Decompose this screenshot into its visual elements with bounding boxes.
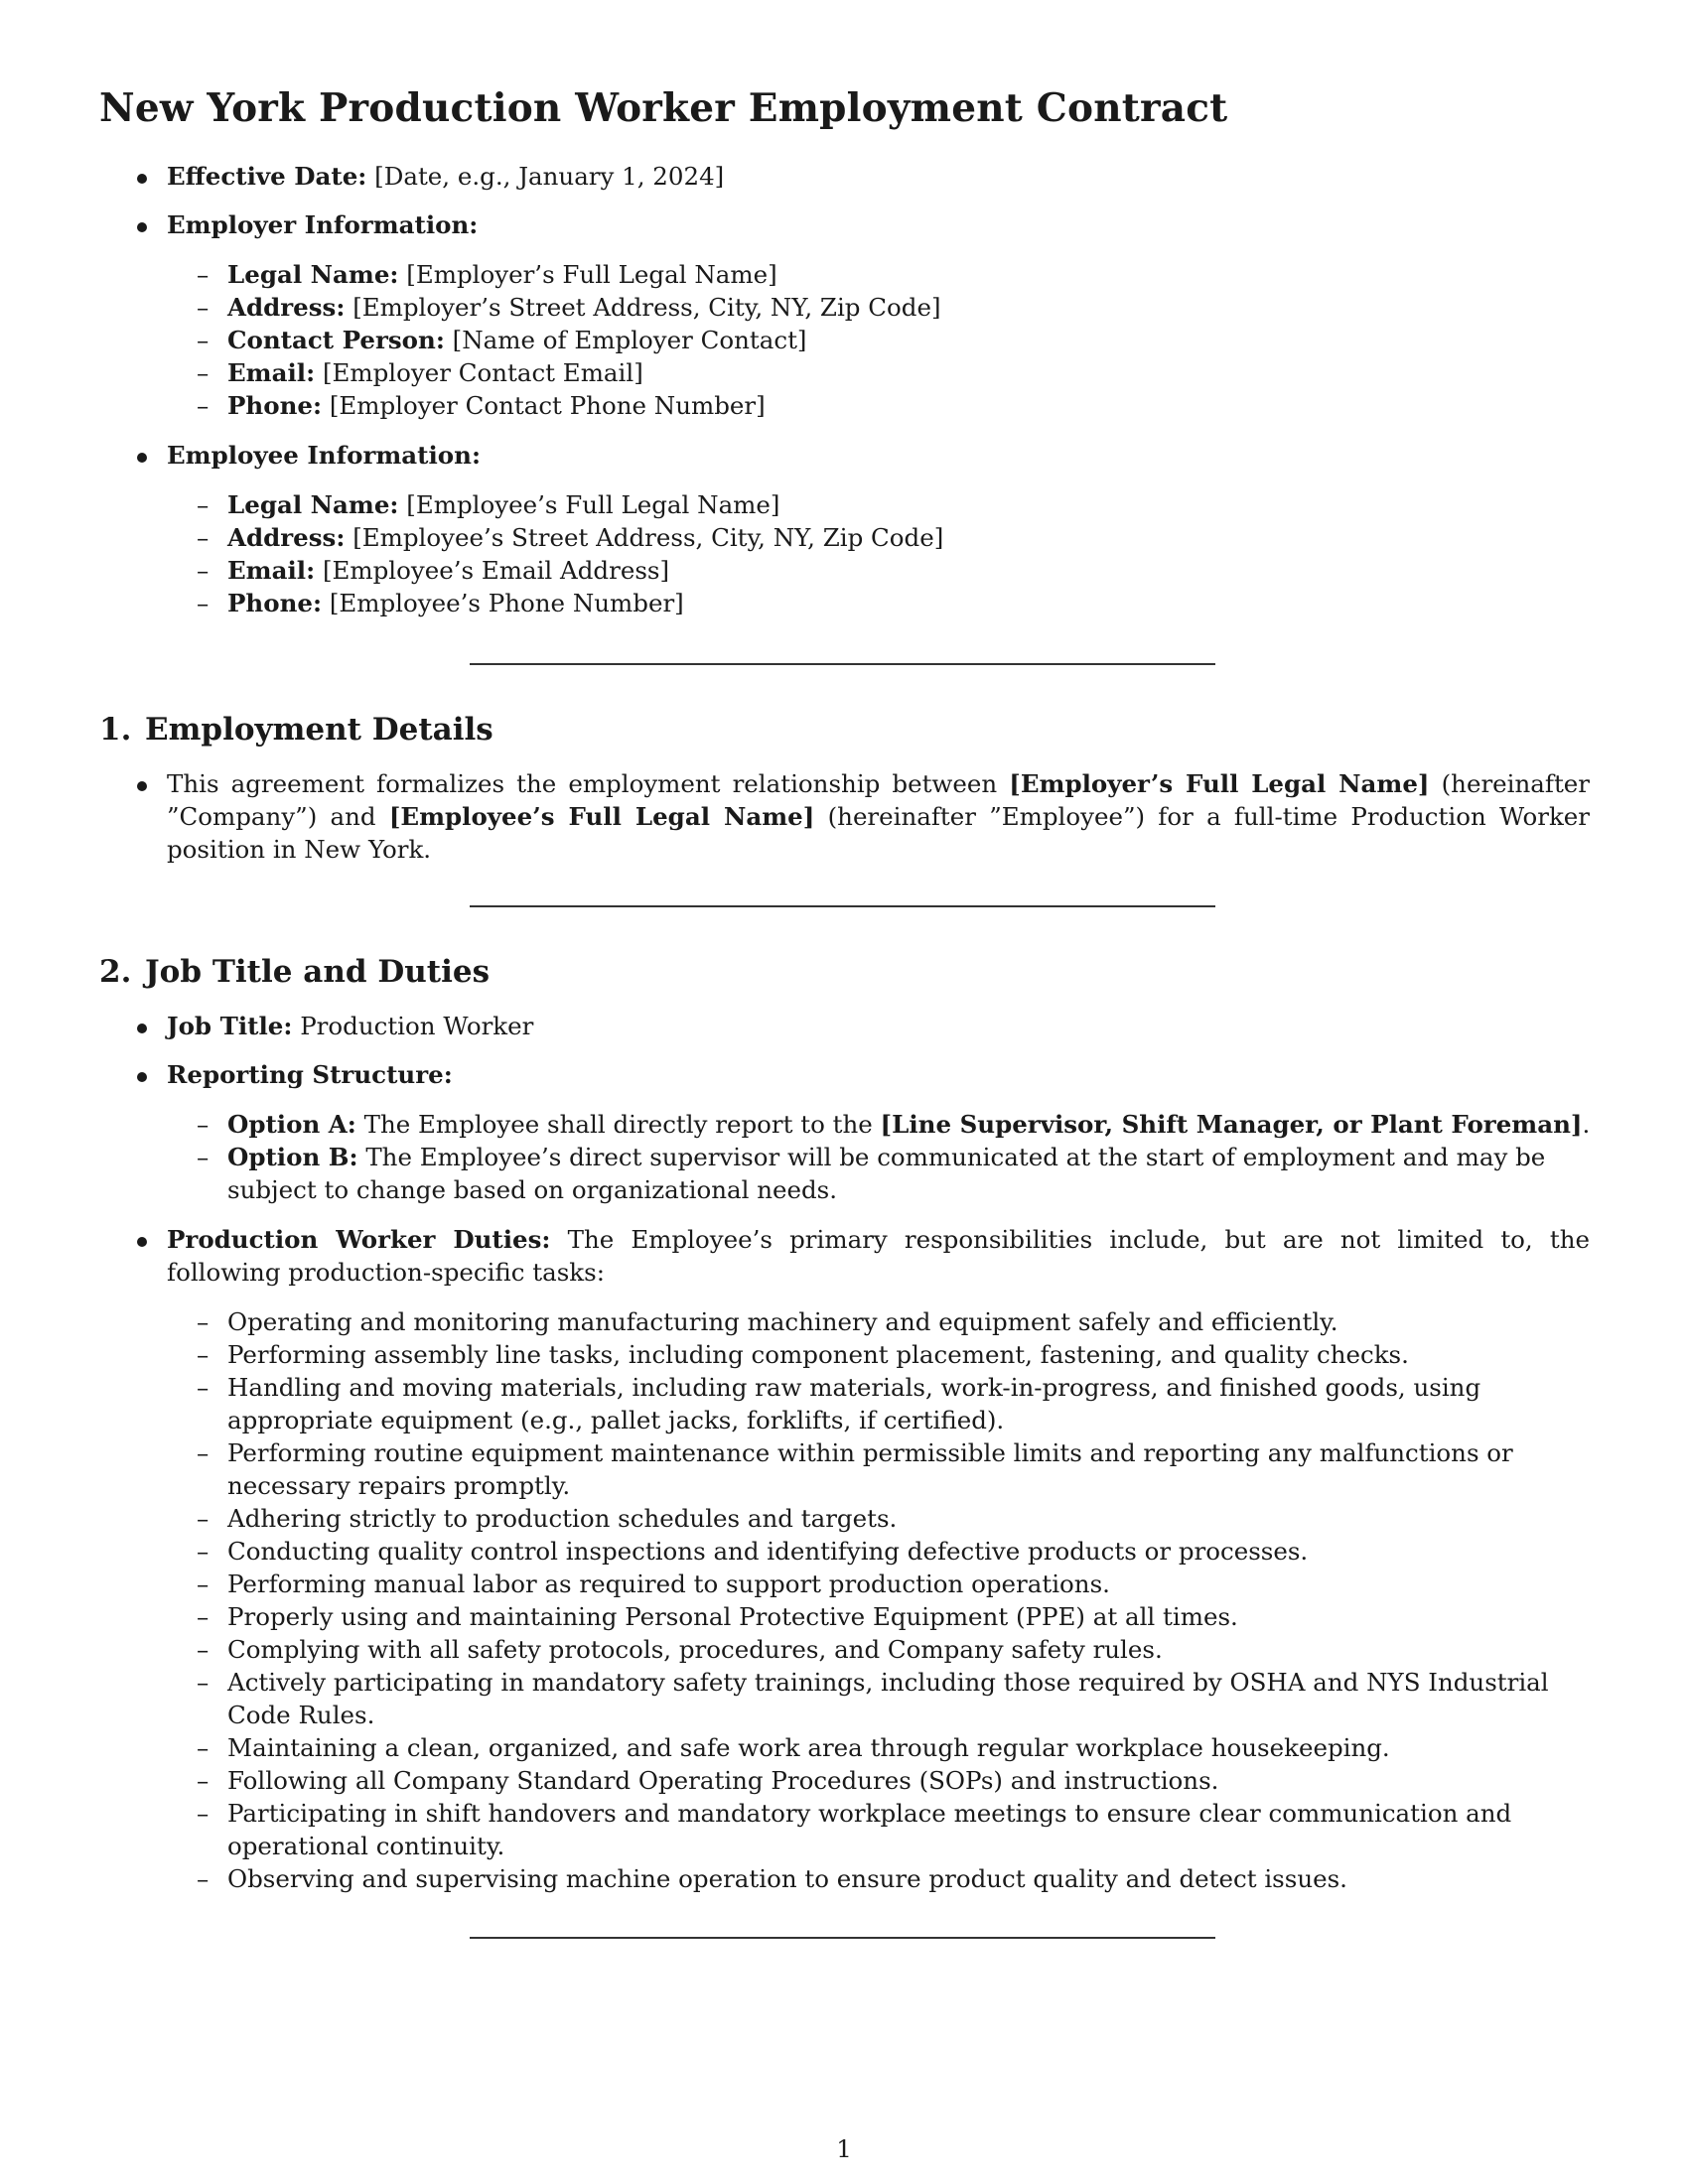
dash: – xyxy=(197,490,210,519)
duty-item: Performing routine equipment maintenance within permissible limits and reporting any malfunctions or necessary repairs promptly. xyxy=(227,1438,1513,1500)
dash: – xyxy=(197,1110,210,1139)
duty-item: Operating and monitoring manufacturing machinery and equipment safely and efficiently. xyxy=(227,1307,1338,1336)
dash: – xyxy=(197,1635,210,1664)
option-a: Option A: The Employee shall directly report to the [Line Supervisor, Shift Manager, or Plant Foreman]. xyxy=(227,1110,1591,1139)
section-1-heading: 1. Employment Details xyxy=(99,712,493,748)
employer-contact-person: Contact Person: [Name of Employer Contact] xyxy=(227,326,807,354)
dash: – xyxy=(197,260,210,289)
dash: – xyxy=(197,1143,210,1171)
bullet xyxy=(137,1072,147,1082)
employment-details-paragraph: This agreement formalizes the employment relationship between [Employer’s Full Legal Name] (hereinafter ”Company”) and [Employee’s Full Legal Name] (hereinafter ”Employee”) for a full-time Production Worker position in New York. xyxy=(167,769,1590,864)
duty-item: Complying with all safety protocols, procedures, and Company safety rules. xyxy=(227,1635,1163,1664)
employer-legal-name: Legal Name: [Employer’s Full Legal Name] xyxy=(227,260,777,289)
bullet xyxy=(137,781,147,791)
dash: – xyxy=(197,556,210,585)
job-title: Job Title: Production Worker xyxy=(167,1012,534,1040)
duty-item: Conducting quality control inspections and identifying defective products or processes. xyxy=(227,1537,1309,1566)
duty-item: Actively participating in mandatory safety trainings, including those required by OSHA and NYS Industrial Code Rules. xyxy=(227,1668,1549,1729)
dash: – xyxy=(197,1438,210,1467)
dash: – xyxy=(197,1504,210,1533)
bullet xyxy=(137,222,147,232)
dash: – xyxy=(197,1340,210,1369)
dash: – xyxy=(197,1864,210,1893)
employer-phone: Phone: [Employer Contact Phone Number] xyxy=(227,391,766,420)
dash: – xyxy=(197,1307,210,1336)
page-number: 1 xyxy=(836,2134,852,2163)
duty-item: Performing manual labor as required to support production operations. xyxy=(227,1570,1110,1598)
dash: – xyxy=(197,1570,210,1598)
effective-date: Effective Date: [Date, e.g., January 1, 2024] xyxy=(167,162,725,191)
dash: – xyxy=(197,523,210,552)
dash: – xyxy=(197,1602,210,1631)
duty-item: Participating in shift handovers and mandatory workplace meetings to ensure clear communication and operational continuity. xyxy=(227,1799,1512,1860)
dash: – xyxy=(197,326,210,354)
bullet xyxy=(137,453,147,463)
reporting-heading: Reporting Structure: xyxy=(167,1060,453,1089)
duty-item: Performing assembly line tasks, including component placement, fastening, and quality checks. xyxy=(227,1340,1409,1369)
employee-legal-name: Legal Name: [Employee’s Full Legal Name] xyxy=(227,490,780,519)
section-2-heading: 2. Job Title and Duties xyxy=(99,954,491,990)
divider xyxy=(470,905,1215,907)
dash: – xyxy=(197,1537,210,1566)
dash: – xyxy=(197,1799,210,1828)
employer-email: Email: [Employer Contact Email] xyxy=(227,358,643,387)
employee-address: Address: [Employee’s Street Address, City, NY, Zip Code] xyxy=(227,523,944,552)
option-b: Option B: The Employee’s direct supervisor will be communicated at the start of employment and may be subject to change based on organizational needs. xyxy=(227,1143,1546,1204)
dash: – xyxy=(197,391,210,420)
employee-email: Email: [Employee’s Email Address] xyxy=(227,556,670,585)
dash: – xyxy=(197,1766,210,1795)
duty-item: Handling and moving materials, including raw materials, work-in-progress, and finished goods, using appropriate equipment (e.g., pallet jacks, forklifts, if certified). xyxy=(227,1373,1481,1434)
dash: – xyxy=(197,1668,210,1697)
bullet xyxy=(137,1237,147,1247)
duty-item: Following all Company Standard Operating Procedures (SOPs) and instructions. xyxy=(227,1766,1219,1795)
divider xyxy=(470,663,1215,665)
document-title: New York Production Worker Employment Contract xyxy=(99,85,1228,131)
divider xyxy=(470,1937,1215,1939)
duty-item: Observing and supervising machine operation to ensure product quality and detect issues. xyxy=(227,1864,1347,1893)
duty-item: Maintaining a clean, organized, and safe work area through regular workplace housekeeping. xyxy=(227,1733,1390,1762)
dash: – xyxy=(197,589,210,617)
bullet xyxy=(137,1024,147,1033)
dash: – xyxy=(197,293,210,322)
duty-item: Properly using and maintaining Personal Protective Equipment (PPE) at all times. xyxy=(227,1602,1238,1631)
dash: – xyxy=(197,1733,210,1762)
dash: – xyxy=(197,1373,210,1402)
dash: – xyxy=(197,358,210,387)
employer-heading: Employer Information: xyxy=(167,210,479,239)
bullet xyxy=(137,174,147,184)
duties-intro: Production Worker Duties: The Employee’s primary responsibilities include, but are not limited to, the following production-specific tasks: xyxy=(167,1225,1591,1287)
employee-phone: Phone: [Employee’s Phone Number] xyxy=(227,589,684,617)
employer-address: Address: [Employer’s Street Address, City, NY, Zip Code] xyxy=(227,293,941,322)
duty-item: Adhering strictly to production schedules and targets. xyxy=(227,1504,898,1533)
employee-heading: Employee Information: xyxy=(167,441,481,470)
